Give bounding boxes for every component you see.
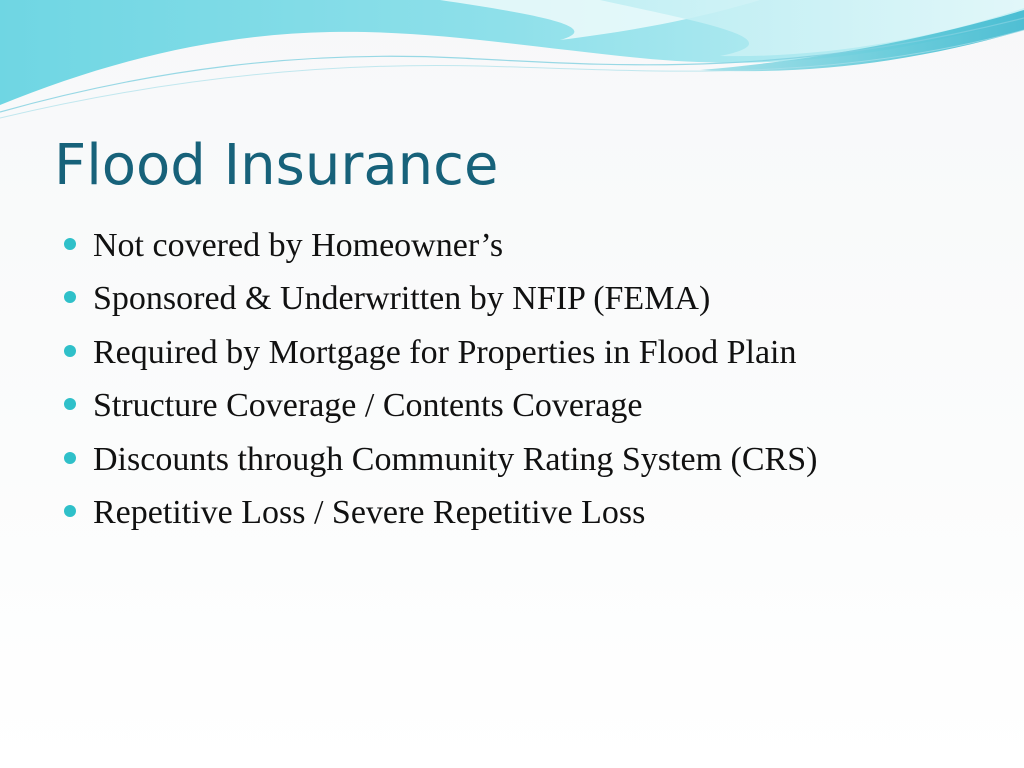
bullet-dot-icon <box>64 345 76 357</box>
bullet-list <box>64 219 817 540</box>
bullet-text: Discounts through Community Rating System (CRS) <box>93 440 818 478</box>
list-item <box>64 326 817 380</box>
list-item <box>64 380 817 434</box>
wave-header-decoration <box>0 0 1024 130</box>
bullet-dot-icon <box>64 238 76 250</box>
bullet-text: Not covered by Homeowner’s <box>93 226 504 264</box>
bullet-text: Sponsored & Underwritten by NFIP (FEMA) <box>93 280 711 318</box>
bullet-text: Repetitive Loss / Severe Repetitive Loss <box>93 494 646 532</box>
bullet-text: Required by Mortgage for Properties in Flood Plain <box>93 333 797 371</box>
bullet-dot-icon <box>64 452 76 464</box>
bullet-dot-icon <box>64 398 76 410</box>
slide-title: Flood Insurance <box>54 133 499 198</box>
list-item <box>64 219 817 273</box>
bullet-dot-icon <box>64 505 76 517</box>
list-item <box>64 487 817 541</box>
bullet-text: Structure Coverage / Contents Coverage <box>93 387 643 425</box>
bullet-dot-icon <box>64 291 76 303</box>
list-item <box>64 273 817 327</box>
list-item <box>64 433 817 487</box>
